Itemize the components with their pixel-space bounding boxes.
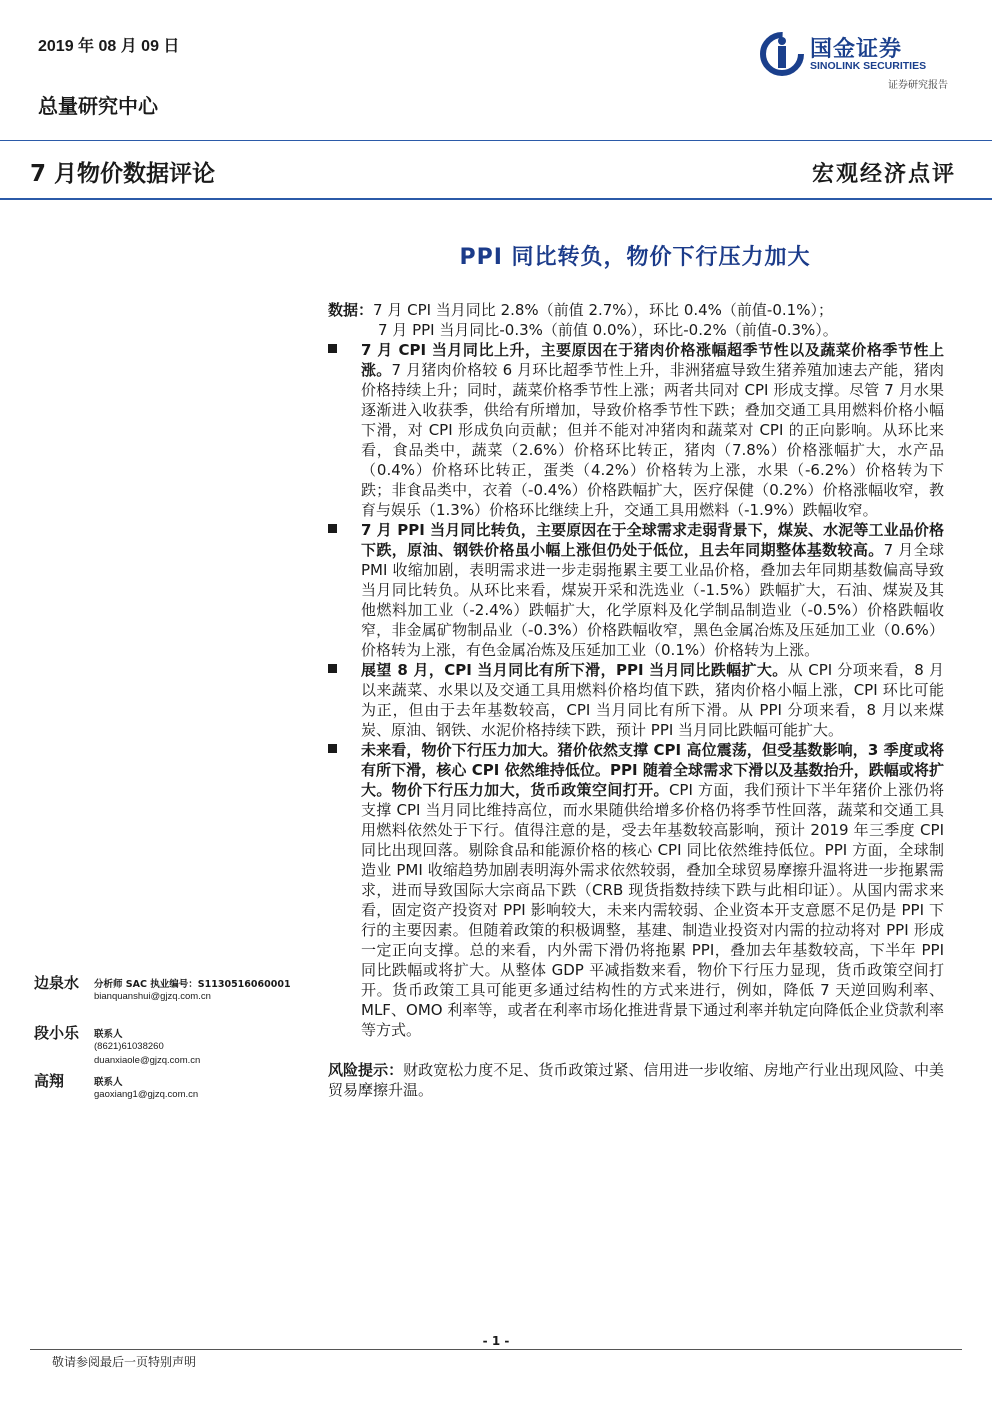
author-email: gaoxiang1@gjzq.com.cn — [94, 1089, 199, 1100]
company-logo — [760, 30, 950, 90]
page-number: - 1 - — [482, 1334, 510, 1348]
header-divider — [0, 140, 992, 141]
bullet-text: CPI 方面，我们预计下半年猪价上涨仍将支撑 CPI 当月同比维持高位，而水果随供给增多价格仍将季节性回落，蔬菜和交通工具用燃料依然处于下行。值得注意的是，受去年基数较高影响，预计 2019 年三季度 CPI 同比出现回落。剔除食品和能源价格的核心 CPI 同比依然维持低位。PPI 方面，全球制造业 PMI 收缩趋势加剧表明海外需求依然较弱，叠加全球贸易摩擦升温将进一步拖累需求，进而导致国际大宗商品下跌（CRB 现货指数持续下跌与此相印证）。从国内需求来看，固定资产投资对 PPI 影响较大，未来内需较弱、企业资本开支意愿不足仍是 PPI 下行的主要因素。但随着政策的积极调整，基建、制造业投资对内需的拉动将对 PPI 形成一定正向支撑。总的来看，内外需下滑仍将拖累 PPI，叠加去年基数较高，下半年 PPI 同比跌幅或将扩大。从整体 GDP 平减指数来看，物价下行压力显现，货币政策空间打开。货币政策工具可能更多通过结构性的方式来进行，例如，降低 7 天逆回购利率、MLF、OMO 利率等，或者在利率市场化推进背景下通过利率并轨定向降低企业贷款利率等方式。 — [361, 781, 944, 1039]
bullet-square-icon — [328, 664, 337, 673]
bullet-heading: 7 月 CPI 当月同比上升，主要原因在于猪肉价格涨幅超季节性以及蔬菜价格季节性上涨。 — [361, 341, 944, 379]
research-center: 总量研究中心 — [38, 94, 158, 118]
author-role: 联系人 — [94, 1077, 123, 1088]
bullet-ppi — [328, 520, 944, 660]
disclaimer-notice: 敬请参阅最后一页特别声明 — [52, 1355, 197, 1369]
author-name: 段小乐 — [34, 1024, 80, 1042]
bullet-text: 7 月全球 PMI 收缩加剧，表明需求进一步走弱拖累主要工业品价格，叠加去年同期基数偏高导致当月同比转负。从环比来看，煤炭开采和洗选业（-1.5%）跌幅扩大，石油、煤炭及其他燃料加工业（-2.4%）跌幅扩大，化学原料及化学制品制造业（-0.5%）价格跌幅收窄，非金属矿物制品业（-0.3%）价格跌幅收窄，黑色金属冶炼及压延加工业（0.6%）价格转为上涨，有色金属冶炼及压延加工业（0.1%）价格转为上涨。 — [361, 541, 944, 659]
bullet-square-icon — [328, 744, 337, 753]
bullet-heading: 展望 8 月，CPI 当月同比有所下滑，PPI 当月同比跌幅扩大。 — [361, 661, 788, 679]
bullet-heading: 7 月 PPI 当月同比转负，主要原因在于全球需求走弱背景下，煤炭、水泥等工业品价格下跌，原油、钢铁价格虽小幅上涨但仍处于低位，且去年同期整体基数较高。 — [361, 521, 944, 559]
report-date: 2019 年 08 月 09 日 — [38, 38, 180, 55]
author-entry — [34, 972, 314, 1022]
bullet-square-icon — [328, 344, 337, 353]
footer-divider — [30, 1349, 962, 1350]
report-type: 证券研究报告 — [888, 80, 948, 91]
author-email: duanxiaole@gjzq.com.cn — [94, 1055, 201, 1066]
bullet-outlook — [328, 660, 944, 740]
bullet-square-icon — [328, 524, 337, 533]
risk-text: 财政宽松力度不足、货币政策过紧、信用进一步收缩、房地产行业出现风险、中美贸易摩擦升温。 — [328, 1061, 944, 1099]
report-body — [328, 300, 944, 1100]
data-line-2: 7 月 PPI 当月同比-0.3%（前值 0.0%），环比-0.2%（前值-0.3%）。 — [378, 321, 838, 339]
author-name: 高翔 — [34, 1072, 65, 1090]
author-list — [34, 972, 314, 1120]
author-role: 联系人 — [94, 1029, 123, 1040]
headline: PPI 同比转负，物价下行压力加大 — [459, 245, 811, 270]
risk-label: 风险提示： — [328, 1061, 404, 1079]
bullet-text: 7 月猪肉价格较 6 月环比超季节性上升，非洲猪瘟导致生猪养殖加速去产能，猪肉价格持续上升；同时，蔬菜价格季节性上涨；两者共同对 CPI 形成支撑。尽管 7 月水果逐渐进入收获季，供给有所增加，导致价格季节性下跌；叠加交通工具用燃料价格小幅下滑，对 CPI 形成负向贡献；但并不能对冲猪肉和蔬菜对 CPI 的正向影响。从环比来看，食品类中，蔬菜（2.6%）价格环比转正，猪肉（7.8%）价格涨幅扩大，水产品（0.4%）价格环比转正，蛋类（4.2%）价格转为上涨，水果（-6.2%）价格转为下跌；非食品类中，衣着（-0.4%）价格跌幅扩大，医疗保健（0.2%）价格涨幅收窄，教育与娱乐（1.3%）价格环比继续上升，交通工具用燃料（-1.9%）跌幅收窄。 — [361, 361, 944, 519]
bullet-future — [328, 740, 944, 1040]
data-line-1 — [328, 300, 944, 320]
report-category: 宏观经济点评 — [811, 161, 956, 187]
logo-text-en: SINOLINK SECURITIES — [810, 60, 927, 72]
author-phone: (8621)61038260 — [94, 1041, 164, 1052]
author-entry — [34, 1070, 314, 1120]
title-divider — [0, 198, 992, 200]
data-cpi: 7 月 CPI 当月同比 2.8%（前值 2.7%），环比 0.4%（前值-0.1%）； — [373, 301, 833, 319]
author-name: 边泉水 — [34, 974, 80, 992]
report-title: 7 月物价数据评论 — [30, 161, 216, 187]
author-entry — [34, 1022, 314, 1070]
author-email: bianquanshui@gjzq.com.cn — [94, 991, 211, 1002]
bullet-cpi — [328, 340, 944, 520]
author-role: 分析师 SAC 执业编号：S1130516060001 — [94, 979, 291, 990]
bullet-heading: 未来看，物价下行压力加大。猪价依然支撑 CPI 高位震荡，但受基数影响，3 季度或将有所下滑，核心 CPI 依然维持低位。PPI 随着全球需求下滑以及基数抬升，跌幅或将扩大。物价下行压力加大，货币政策空间打开。 — [361, 741, 944, 799]
logo-text-cn: 国金证券 — [810, 37, 903, 62]
data-label: 数据： — [328, 301, 374, 319]
bullet-text: 从 CPI 分项来看，8 月以来蔬菜、水果以及交通工具用燃料价格均值下跌，猪肉价格小幅上涨，CPI 环比可能为正，但由于去年基数较高，CPI 当月同比有所下滑。从 PPI 分项来看，8 月以来煤炭、原油、钢铁、水泥价格持续下跌，预计 PPI 当月同比跌幅可能扩大。 — [361, 661, 944, 739]
logo-mark-icon — [760, 32, 804, 76]
risk-notice — [328, 1060, 944, 1100]
